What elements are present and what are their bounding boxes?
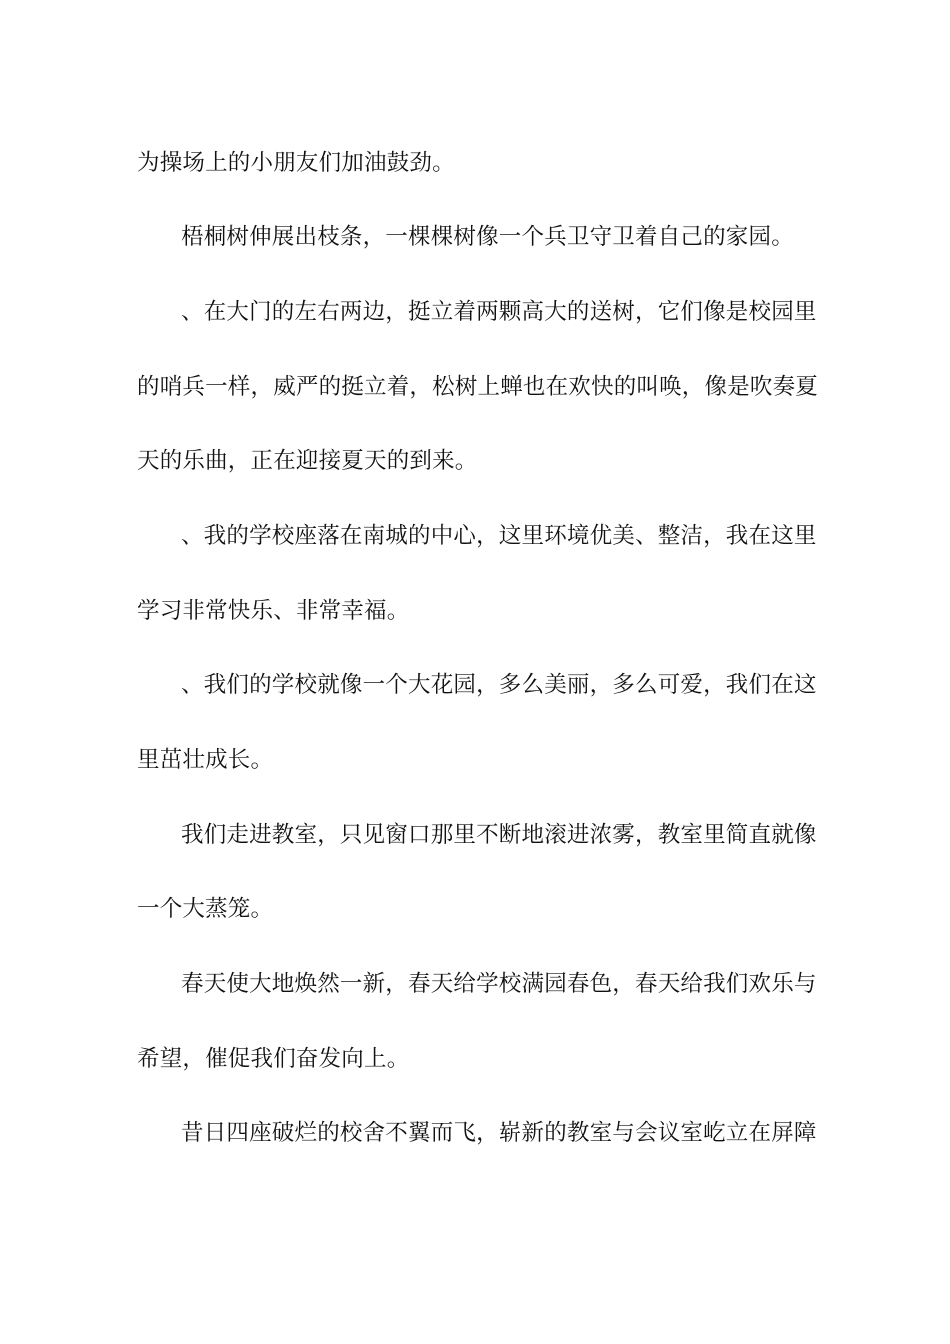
text-line: 一个大蒸笼。 bbox=[137, 896, 274, 922]
text-line: 春天使大地焕然一新，春天给学校满园春色，春天给我们欢乐与 bbox=[181, 971, 817, 997]
text-line: 、我的学校座落在南城的中心，这里环境优美、整洁，我在这里 bbox=[181, 523, 817, 549]
text-line: 昔日四座破烂的校舍不翼而飞，崭新的教室与会议室屹立在屏障 bbox=[181, 1120, 817, 1146]
text-line: 希望，催促我们奋发向上。 bbox=[137, 1046, 410, 1072]
text-line: 梧桐树伸展出枝条，一棵棵树像一个兵卫守卫着自己的家园。 bbox=[181, 224, 794, 250]
text-line: 、我们的学校就像一个大花园，多么美丽，多么可爱，我们在这 bbox=[181, 672, 817, 698]
text-line: 为操场上的小朋友们加油鼓劲。 bbox=[137, 150, 455, 176]
text-line: 的哨兵一样，威严的挺立着，松树上蝉也在欢快的叫唤，像是吹奏夏 bbox=[137, 374, 819, 400]
text-line: 学习非常快乐、非常幸福。 bbox=[137, 598, 410, 624]
text-line: 我们走进教室，只见窗口那里不断地滚进浓雾，教室里简直就像 bbox=[181, 822, 817, 848]
text-line: 天的乐曲，正在迎接夏天的到来。 bbox=[137, 448, 478, 474]
text-line: 里茁壮成长。 bbox=[137, 747, 274, 773]
text-line: 、在大门的左右两边，挺立着两颗高大的送树，它们像是校园里 bbox=[181, 299, 817, 325]
